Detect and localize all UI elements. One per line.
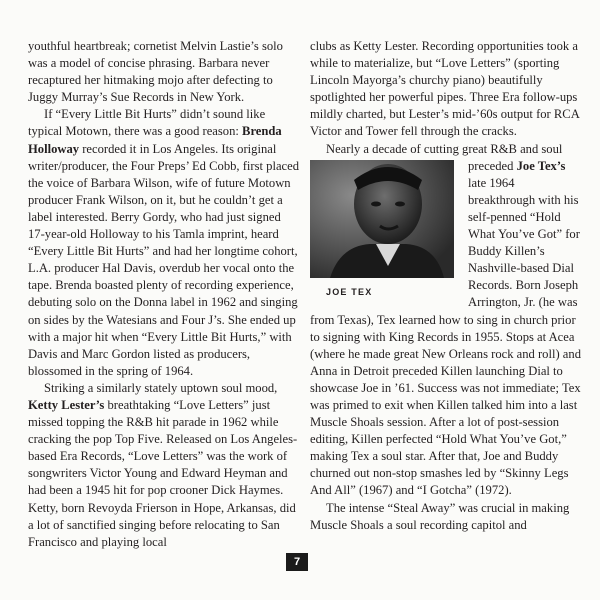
paragraph (28, 106, 300, 380)
text-span: Nearly a decade of cutting great R&B and soul preceded (326, 141, 563, 173)
artist-name: Ketty Lester’s (28, 397, 105, 412)
joe-tex-photo-figure (310, 160, 460, 300)
text-span: Striking a similarly stately uptown soul mood, (44, 380, 278, 395)
joe-tex-photo (310, 160, 454, 278)
paragraph: youthful heartbreak; cornetist Melvin Lastie’s solo was a model of concise phrasing. Barbara never recaptured her hitmaking mojo after defecting to Juggy Murray’s Sue Records in New York. (28, 39, 283, 105)
paragraph: The intense “Steal Away” was crucial in making Muscle Shoals a soul recording capitol and (310, 500, 570, 532)
left-column (28, 38, 300, 551)
artist-name: Brenda Holloway (28, 124, 282, 156)
page-number: 7 (286, 553, 308, 571)
text-span: If “Every Little Bit Hurts” didn’t sound like typical Motown, there was a good reason: (28, 107, 266, 139)
right-column (310, 38, 582, 534)
text-span: recorded it in Los Angeles. Its original writer/producer, the Four Preps’ Ed Cobb, first placed the voice of Barbara Wilson, wife of future Motown producer Frank Wilson, on it, but he couldn’t get a label interested. Berry Gordy, who had just signed 17-year-old Holloway to his Tamla imprint, heard “Every Little Bit Hurts” and had her longtime cohort, L.A. producer Hal Davis, overdub her vocal onto the tape. Brenda boasted plenty of recording experience, debuting solo on the Donna label in 1962 and singing on sides by the Watesians and Four J’s. She ended up with a major hit when “Every Little Bit Hurts,” with Davis and Marc Gordon listed as producers, blossomed in the spring of 1964. (28, 141, 300, 378)
paragraph (310, 141, 582, 500)
text-span: late 1964 breakthrough with his self-penned “Hold What You’ve Got” for Buddy Killen’s Nashville-based Dial Records. Born Joseph Arrington, Jr. (he was from Texas), Tex learned how to sing in church prior to signing with King Records in 1955. Stops at Acea (where he made great New Orleans rock and roll) and Anna in Detroit preceded Killen launching Dial to showcase Joe in ’61. Success was not immediate; Tex was primed to exit when Killen talked him into a last Muscle Shoals session. After a lot of post-session editing, Killen perfected “Hold What You’ve Got,” making Tex a soul star. After that, Joe and Buddy churned out non-stop smashes led by “Skinny Legs And All” (1967) and “I Gotcha” (1972). (310, 175, 581, 498)
paragraph (28, 380, 300, 551)
photo-caption: JOE TEX (326, 286, 373, 297)
artist-name: Joe Tex’s (516, 158, 566, 173)
text-span: breathtaking “Love Letters” just missed topping the R&B hit parade in 1962 while cracking the pop Top Five. Released on Los Angeles-based Era Records, “Love Letters” was the work of songwriters Victor Young and Edward Heyman and had been a 1945 hit for pop crooner Dick Haymes. Ketty, born Revoyda Frierson in Hope, Arkansas, did a lot of sanctified singing before relocating to San Francisco and playing local (28, 397, 298, 549)
paragraph: clubs as Ketty Lester. Recording opportunities took a while to materialize, but “Love Letters” (sporting Lincoln Mayorga’s churchy piano) beautifully spotlighted her powerful pipes. Three Era follow-ups mildly charted, but Lester’s mid-’60s output for RCA Victor and Tower fell through the cracks. (310, 39, 580, 139)
